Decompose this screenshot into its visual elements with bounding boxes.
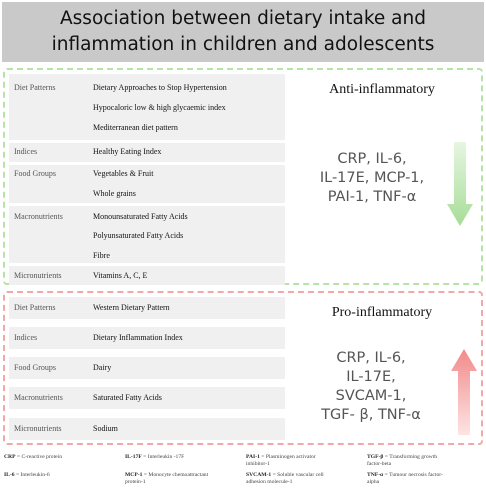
row-category: Indices [14, 333, 38, 342]
marker-line: CRP, IL-6, [336, 350, 406, 366]
legend-entry: PAI-1 = Plasminogen activator inhibitor-1 [246, 454, 316, 467]
marker-line: PAI-1, TNF-α [327, 189, 417, 205]
anti-markers [297, 150, 447, 207]
pro-inflammatory-panel [3, 291, 483, 445]
row-item: Sodium [93, 424, 118, 433]
pro-row-food-groups [9, 357, 285, 379]
up-arrow-icon [451, 349, 477, 435]
row-item: Polyunsaturated Fatty Acids [93, 231, 184, 240]
row-item: Western Dietary Pattern [93, 303, 170, 312]
row-item: Dairy [93, 363, 112, 372]
legend-entry: SVCAM-1 = Soluble vascular cell adhesion molecule-1 [246, 472, 324, 485]
row-item: Fibre [93, 251, 110, 260]
row-category: Diet Patterns [14, 83, 56, 92]
row-item: Healthy Eating Index [93, 147, 162, 156]
row-item: Dietary Approaches to Stop Hypertension [93, 83, 227, 92]
row-item: Vitamins A, C, E [93, 271, 148, 280]
anti-side [287, 74, 477, 281]
pro-side [287, 297, 477, 441]
legend-entry: TGF-β = Transforming growth factor-beta [367, 454, 438, 467]
title-line-1: Association between dietary intake and [60, 8, 426, 29]
marker-line: TGF- β, TNF-α [321, 407, 421, 423]
pro-row-micronutrients [9, 418, 285, 440]
anti-row-macronutrients [9, 206, 285, 263]
row-item: Whole grains [93, 189, 136, 198]
anti-row-food-groups [9, 165, 285, 203]
legend-entry: IL-17F = Interleukin -17F [125, 454, 185, 460]
row-item: Hypocaloric low & high glycaemic index [93, 103, 226, 112]
row-item: Monounsaturated Fatty Acids [93, 212, 188, 221]
title-line-2: inflammation in children and adolescents [51, 34, 435, 55]
anti-inflammatory-panel [3, 68, 483, 285]
row-category: Food Groups [14, 363, 57, 372]
row-category: Macronutrients [14, 393, 63, 402]
pro-row-macronutrients [9, 387, 285, 409]
abbreviation-legend [0, 452, 486, 494]
row-category: Micronutrients [14, 424, 62, 433]
anti-row-micronutrients [9, 266, 285, 285]
row-category: Micronutrients [14, 271, 62, 280]
row-item: Mediterranean diet pattern [93, 123, 178, 132]
row-item: Dietary Inflammation Index [93, 333, 183, 342]
row-item: Vegetables & Fruit [93, 169, 154, 178]
marker-line: IL-17E, [346, 369, 396, 385]
title-banner [2, 2, 484, 62]
anti-row-indices [9, 143, 285, 162]
row-item: Saturated Fatty Acids [93, 393, 162, 402]
legend-entry: TNF-α = Tumour necrosis factor- alpha [367, 472, 443, 485]
pro-heading: Pro-inflammatory [331, 305, 433, 320]
legend-entry: IL-6 = Interleukin-6 [4, 472, 50, 478]
down-arrow-icon [447, 142, 473, 226]
row-category: Macronutrients [14, 212, 63, 221]
row-category: Diet Patterns [14, 303, 56, 312]
anti-row-diet-patterns [9, 74, 285, 140]
marker-line: CRP, IL-6, [337, 151, 407, 167]
anti-heading: Anti-inflammatory [329, 82, 435, 97]
row-category: Indices [14, 147, 38, 156]
marker-line: IL-17E, MCP-1, [319, 170, 425, 186]
row-category: Food Groups [14, 169, 57, 178]
marker-line: SVCAM-1, [335, 388, 407, 404]
legend-entry: MCP-1 = Monocyte chemoattractant protein-1 [125, 472, 209, 485]
pro-markers [291, 349, 451, 425]
pro-row-diet-patterns [9, 297, 285, 319]
pro-row-indices [9, 327, 285, 349]
legend-entry: CRP = C-reactive protein [4, 454, 62, 460]
